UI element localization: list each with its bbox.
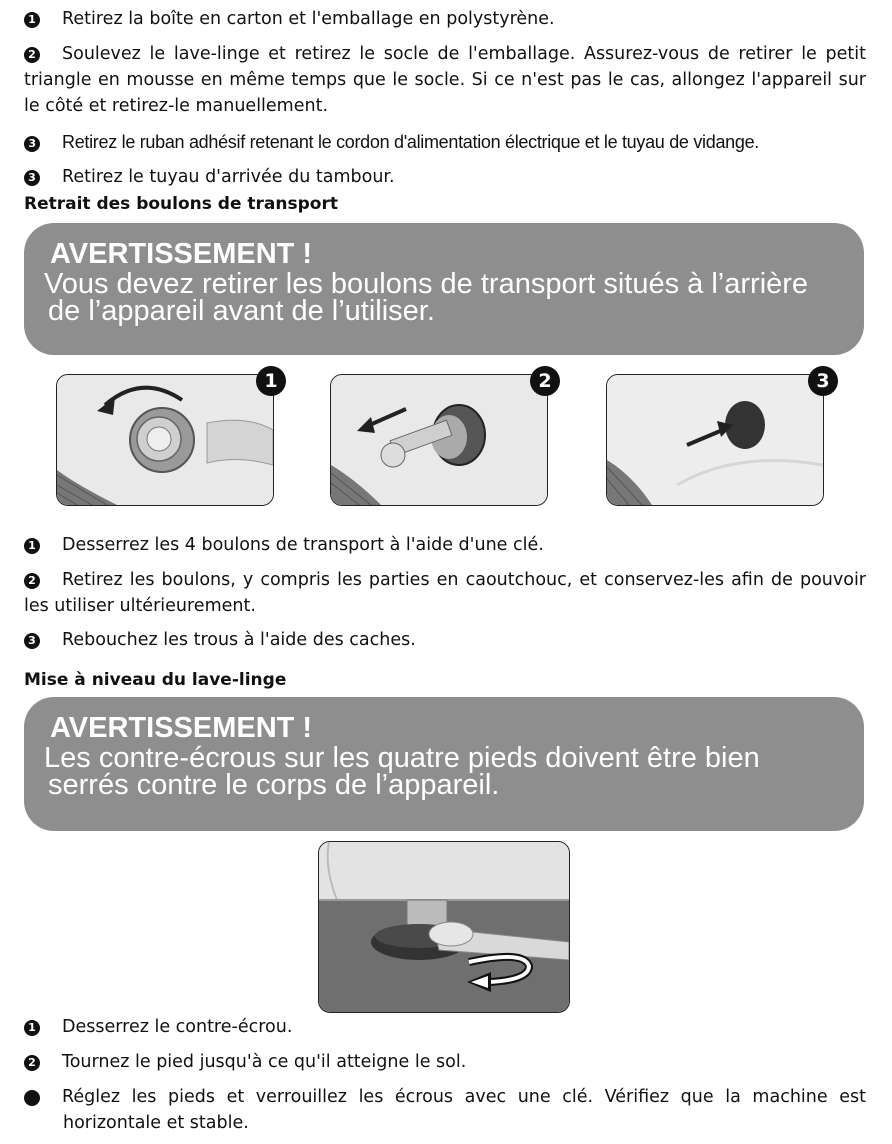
figure-remove-bolt xyxy=(330,374,548,506)
step-number-badge: 3 xyxy=(24,633,40,649)
figure-number-badge: 2 xyxy=(530,366,560,396)
step-text: Retirez la boîte en carton et l'emballage en polystyrène. xyxy=(62,9,555,29)
transport-step-3 xyxy=(24,627,866,653)
step-number-badge: 3 xyxy=(24,1090,40,1106)
unpack-step-4 xyxy=(24,164,866,190)
bolt-removal-illustration xyxy=(331,375,547,505)
warning-text-line-2: de l’appareil avant de l’utiliser. xyxy=(48,295,435,327)
unpack-step-3 xyxy=(24,129,866,155)
warning-text-line-1: Les contre-écrous sur les quatre pieds doivent être bien xyxy=(44,742,760,774)
step-text: Desserrez le contre-écrou. xyxy=(62,1017,293,1037)
step-number-badge: 3 xyxy=(24,170,40,186)
section-heading-leveling: Mise à niveau du lave-linge xyxy=(24,670,287,690)
step-number-badge: 3 xyxy=(24,136,40,152)
warning-title: AVERTISSEMENT ! xyxy=(50,712,313,744)
leveling-step-2 xyxy=(24,1049,866,1075)
step-text: Rebouchez les trous à l'aide des caches. xyxy=(62,630,416,650)
figure-number-badge: 3 xyxy=(808,366,838,396)
warning-text-line-2: serrés contre le corps de l’appareil. xyxy=(48,769,500,801)
step-text: Retirez le ruban adhésif retenant le cordon d'alimentation électrique et le tuyau de vidange. xyxy=(62,132,759,152)
step-text: Desserrez les 4 boulons de transport à l'aide d'une clé. xyxy=(62,535,544,555)
unpack-step-2 xyxy=(24,41,866,119)
warning-box-transport xyxy=(24,223,864,355)
step-number-badge: 1 xyxy=(24,12,40,28)
unpack-step-1 xyxy=(24,6,866,32)
step-number-badge: 1 xyxy=(24,538,40,554)
section-heading-transport-bolts: Retrait des boulons de transport xyxy=(24,194,338,214)
leveling-step-1 xyxy=(24,1014,866,1040)
figure-number-badge: 1 xyxy=(256,366,286,396)
leveling-step-3 xyxy=(8,1084,866,1136)
cap-insert-illustration xyxy=(607,375,823,505)
figure-loosen-bolt xyxy=(56,374,274,506)
step-number-badge: 1 xyxy=(24,1020,40,1036)
warning-box-leveling xyxy=(24,697,864,831)
step-text: Retirez le tuyau d'arrivée du tambour. xyxy=(62,167,395,187)
step-text: Réglez les pieds et verrouillez les écrous avec une clé. Vérifiez que la machine est horizontale et stable. xyxy=(62,1087,866,1133)
step-number-badge: 2 xyxy=(24,573,40,589)
figure-adjust-foot xyxy=(318,841,570,1013)
transport-step-2 xyxy=(24,567,866,619)
step-text: Soulevez le lave-linge et retirez le socle de l'emballage. Assurez-vous de retirer le petit triangle en mousse en même temps que le socle. Si ce n'est pas le cas, allongez l'appareil sur le côté et retirez-le manuellement. xyxy=(24,44,866,116)
wrench-bolt-illustration xyxy=(57,375,273,505)
step-text: Tournez le pied jusqu'à ce qu'il atteigne le sol. xyxy=(62,1052,467,1072)
step-text: Retirez les boulons, y compris les parties en caoutchouc, et conservez-les afin de pouvoir les utiliser ultérieurement. xyxy=(24,570,866,616)
warning-text-line-1: Vous devez retirer les boulons de transport situés à l’arrière xyxy=(44,268,809,300)
warning-title: AVERTISSEMENT ! xyxy=(50,238,313,270)
step-number-badge: 2 xyxy=(24,47,40,63)
step-number-badge: 2 xyxy=(24,1055,40,1071)
transport-step-1 xyxy=(24,532,866,558)
foot-wrench-illustration xyxy=(319,842,569,1012)
figure-cover-hole xyxy=(606,374,824,506)
